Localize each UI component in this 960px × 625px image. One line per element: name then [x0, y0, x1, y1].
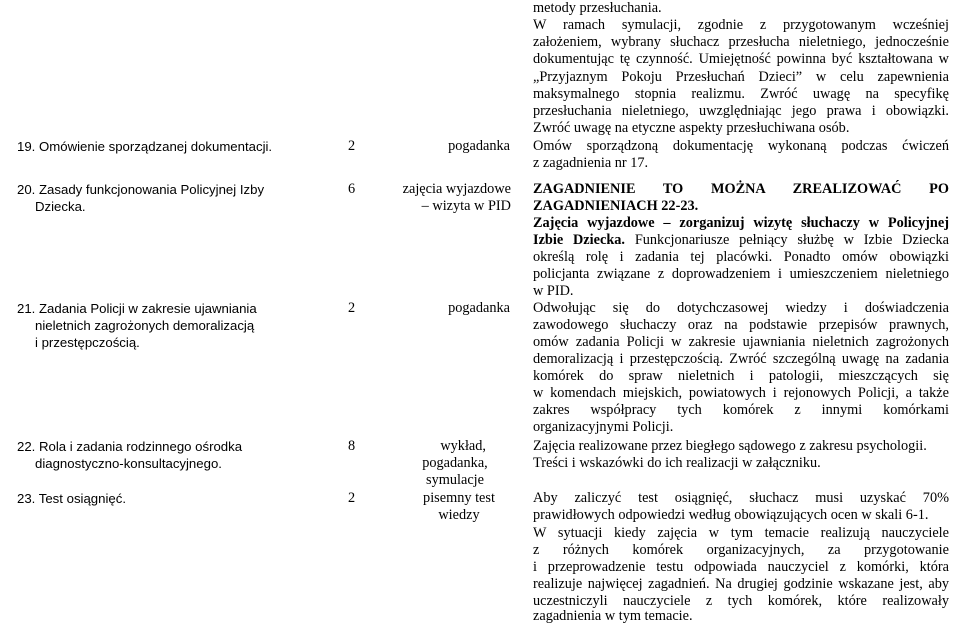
text-line: dokumentując tę czynność. Umiejętność powinna być kształtowana w: [533, 51, 949, 67]
desc-19-line: z zagadnienia nr 17.: [533, 155, 649, 171]
desc-22-line: Treści i wskazówki do ich realizacji w załączniku.: [533, 455, 821, 471]
desc-20-bold: ZAGADNIENIACH 22-23.: [533, 198, 699, 214]
text-line: przesłuchania nieletniego, uwzględniając jego prawa i obowiązki.: [533, 103, 949, 119]
text-line: metody przesłuchania.: [533, 0, 662, 16]
desc-20-bold: Zajęcia wyjazdowe – zorganizuj wizytę słuchaczy w Policyjnej: [533, 215, 949, 231]
desc-21-line: zakres współpracy tych komórek z innymi komórkami: [533, 402, 949, 418]
topic-22-line: diagnostyczno-konsultacyjnego.: [35, 456, 222, 471]
desc-19-line: Omów sporządzoną dokumentację wykonaną podczas ćwiczeń: [533, 138, 949, 154]
desc-22-line: Zajęcia realizowane przez biegłego sądowego z zakresu psychologii.: [533, 438, 927, 454]
desc-21-line: organizacyjnymi Policji.: [533, 419, 674, 435]
desc-20-line: policjanta związane z doprowadzeniem i umieszczeniem nieletniego: [533, 266, 949, 282]
desc-21-line: komórek do spraw nieletnich i patologii, mieszczących się: [533, 368, 949, 384]
hours-23: 2: [348, 490, 356, 506]
topic-20-line: Dziecka.: [35, 199, 86, 214]
topic-21-line: nieletnich zagrożonych demoralizacją: [35, 318, 255, 333]
desc-23-line: realizuje najwięcej zagadnień. Na drugiej godzinie wskazane jest, aby: [533, 576, 949, 592]
form-23-line: pisemny test: [423, 490, 495, 506]
form-23-line: wiedzy: [438, 507, 480, 523]
desc-23-line: z różnych komórek organizacyjnych, za przygotowanie: [533, 542, 949, 558]
topic-22-line: 22. Rola i zadania rodzinnego ośrodka: [17, 439, 243, 454]
form-21: pogadanka: [448, 300, 510, 316]
desc-23-line: uczestniczyli nauczyciele z tych komórek, które realizowały: [533, 593, 949, 609]
form-19: pogadanka: [448, 138, 510, 154]
text-line: maksymalnego stopnia realizmu. Zwróć uwagę na specyfikę: [533, 86, 949, 102]
desc-20-bold: ZAGADNIENIE TO MOŻNA ZREALIZOWAĆ PO: [533, 181, 949, 197]
desc-23-line: prawidłowych odpowiedzi według obowiązujących ocen w skali 6-1.: [533, 507, 929, 523]
hours-19: 2: [348, 138, 356, 154]
hours-21: 2: [348, 300, 356, 316]
form-22-line: symulacje: [426, 472, 484, 488]
topic-21-line: i przestępczością.: [35, 335, 140, 350]
desc-20-mixed: Izbie Dziecka. Funkcjonariusze pełniący służbę w Izbie Dziecka: [533, 232, 950, 248]
text-line: założeniem, wybrany słuchacz przesłucha nieletniego, jednocześnie: [533, 34, 949, 50]
form-20-line: zajęcia wyjazdowe: [402, 181, 511, 197]
hours-22: 8: [348, 438, 356, 454]
text-line: W ramach symulacji, zgodnie z przygotowanym wcześniej: [533, 17, 949, 33]
topic-20-line: 20. Zasady funkcjonowania Policyjnej Izby: [17, 182, 265, 197]
desc-23-line: zagadnienia w tym temacie.: [533, 608, 693, 624]
desc-20-line: określą rolę i zadania tej placówki. Ponadto omów obowiązki: [533, 249, 949, 265]
desc-21-line: demoralizacją i przestępczością. Zwróć szczególną uwagę na zadania: [533, 351, 949, 367]
desc-20-line: w PID.: [533, 283, 574, 299]
topic-21-line: 21. Zadania Policji w zakresie ujawniania: [17, 301, 257, 316]
desc-21-line: zawodowego słuchaczy oraz na podstawie przepisów prawnych,: [533, 317, 949, 333]
topic-19: 19. Omówienie sporządzanej dokumentacji.: [17, 139, 273, 154]
desc-21-line: Odwołując się do dotychczasowej wiedzy i doświadczenia: [533, 300, 949, 316]
hours-20: 6: [348, 181, 356, 197]
desc-23-line: Aby zaliczyć test osiągnięć, słuchacz musi uzyskać 70%: [533, 490, 949, 506]
text-line: Zwróć uwagę na etyczne aspekty przesłuchiwana osób.: [533, 120, 850, 136]
desc-21-line: w komendach miejskich, powiatowych i rejonowych Policji, a także: [533, 385, 949, 401]
text-line: „Przyjaznym Pokoju Przesłuchań Dzieci” w celu zapewnienia: [533, 69, 949, 85]
desc-23-line: W sytuacji kiedy zajęcia w tym temacie realizują nauczyciele: [533, 525, 949, 541]
form-22-line: wykład,: [440, 438, 486, 454]
desc-23-line: i przeprowadzenie testu odpowiada nauczyciel z komórki, która: [533, 559, 949, 575]
form-20-line: – wizyta w PID: [421, 198, 511, 214]
topic-23: 23. Test osiągnięć.: [17, 491, 126, 506]
desc-21-line: omów zadania Policji w zakresie ujawniania nieletnich zagrożonych: [533, 334, 949, 350]
form-22-line: pogadanka,: [422, 455, 488, 471]
